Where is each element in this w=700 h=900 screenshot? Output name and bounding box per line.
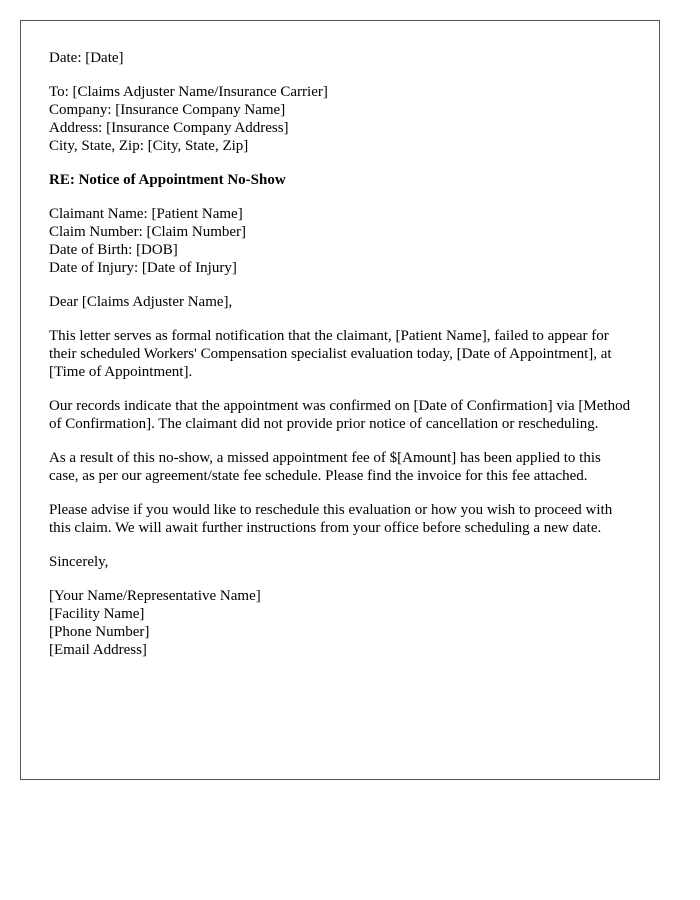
letter-body [49,49,631,659]
paragraph-confirmation: Our records indicate that the appointment was confirmed on [Date of Confirmation] via [Method of Confirmation]. The claimant did not provide prior notice of cancellation or rescheduling. [49,398,631,432]
salutation: Dear [Claims Adjuster Name], [49,294,233,310]
signature-name: [Your Name/Representative Name] [49,588,261,604]
closing-block [49,553,631,571]
recipient-address: Address: [Insurance Company Address] [49,120,289,136]
claim-info-block [49,205,631,277]
letter-page [20,20,660,780]
paragraph-advise: Please advise if you would like to reschedule this evaluation or how you wish to proceed with this claim. We will await further instructions from your office before scheduling a new date. [49,502,613,536]
signature-block [49,587,631,659]
date-line [49,49,631,67]
subject-line: RE: Notice of Appointment No-Show [49,172,286,188]
salutation-block [49,293,631,311]
paragraph-fee: As a result of this no-show, a missed appointment fee of $[Amount] has been applied to this case, as per our agreement/state fee schedule. Please find the invoice for this fee attached. [49,450,601,484]
signature-phone: [Phone Number] [49,624,150,640]
recipient-company: Company: [Insurance Company Name] [49,102,286,118]
date-of-injury: Date of Injury: [Date of Injury] [49,260,237,276]
subject-block [49,171,631,189]
paragraph-notification: This letter serves as formal notification that the claimant, [Patient Name], failed to appear for their scheduled Workers' Compensation specialist evaluation today, [Date of Appointment], at [Time of Appointment]. [49,328,612,380]
claim-number: Claim Number: [Claim Number] [49,224,247,240]
closing: Sincerely, [49,554,109,570]
date-of-birth: Date of Birth: [DOB] [49,242,178,258]
recipient-city-state-zip: City, State, Zip: [City, State, Zip] [49,138,249,154]
signature-email: [Email Address] [49,642,147,658]
signature-facility: [Facility Name] [49,606,145,622]
recipient-block [49,83,631,155]
claimant-name: Claimant Name: [Patient Name] [49,206,243,222]
letter-date: Date: [Date] [49,50,124,66]
recipient-to: To: [Claims Adjuster Name/Insurance Carrier] [49,84,328,100]
